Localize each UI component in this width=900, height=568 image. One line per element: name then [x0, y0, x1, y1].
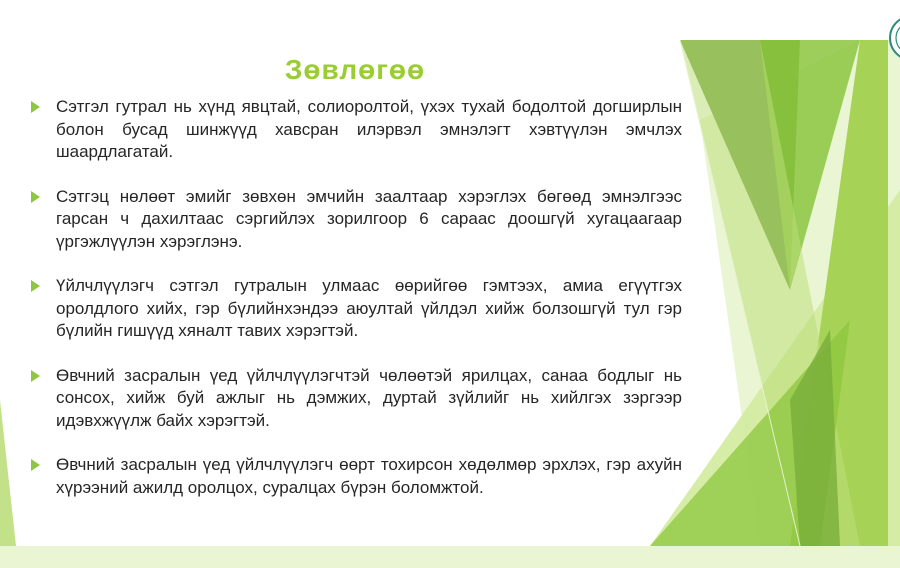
triangle-right-icon	[31, 101, 40, 113]
bullet-list	[30, 96, 682, 521]
bullet-text: Өвчний засралын үед үйлчлүүлэгчтэй чөлөөтэй ярилцах, санаа бодлыг нь сонсох, хийж буй ажлыг нь дэмжих, дуртай зүйлийг нь хийлгэх зэргээр идэвхжүүлж байх хэрэгтэй.	[56, 365, 682, 430]
bullet-item	[30, 365, 682, 433]
bullet-item	[30, 96, 682, 164]
bullet-item	[30, 275, 682, 343]
triangle-right-icon	[31, 191, 40, 203]
bullet-text: Үйлчлүүлэгч сэтгэл гутралын улмаас өөрийгөө гэмтээх, амиа егүүтгэх оролдлого хийх, гэр бүлийнхэндээ аюултай үйлдэл хийж болзошгүй тул гэр бүлийн гишүүд хяналт тавих хэрэгтэй.	[56, 276, 682, 340]
bullet-item	[30, 454, 682, 499]
bullet-text: Сэтгэл гутрал нь хүнд явцтай, солиоролтой, үхэх тухай бодолтой догширлын болон бусад шинжүүд хавсран илэрвэл эмнэлэгт хэвтүүлэн эмчлэх шаардлагатай.	[56, 97, 682, 161]
slide-title: Зөвлөгөө	[284, 54, 426, 85]
bottom-band	[0, 546, 900, 568]
left-sliver	[0, 400, 16, 546]
triangle-right-icon	[31, 280, 40, 292]
round-seal-logo	[888, 14, 900, 62]
bullet-text: Сэтгэц нөлөөт эмийг зөвхөн эмчийн заалтаар хэрэглэх бөгөөд эмнэлгээс гарсан ч дахилтаас сэргийлэх зорилгоор 6 сараас доошгүй хугацаагаар үргэжлүүлэн хэрэглэнэ.	[56, 186, 682, 251]
bullet-text: Өвчний засралын үед үйлчлүүлэгч өөрт тохирсон хөдөлмөр эрхлэх, гэр ахуйн хүрээний ажилд оролцох, суралцах бүрэн боломжтой.	[56, 455, 682, 497]
bullet-item	[30, 186, 682, 254]
triangle-right-icon	[31, 370, 40, 382]
triangle-right-icon	[31, 459, 40, 471]
